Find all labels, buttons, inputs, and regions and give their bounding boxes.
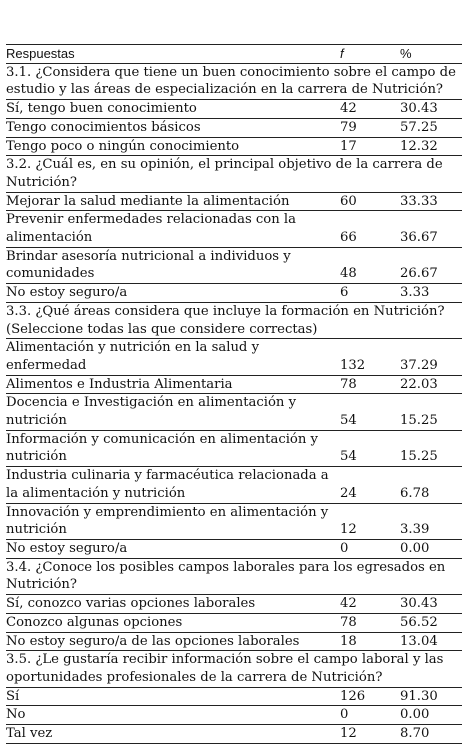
answer-label: No estoy seguro/a xyxy=(6,540,128,556)
answer-label: Industria culinaria y farmacéutica relacionada a la alimentación y nutrición xyxy=(6,468,329,501)
question-text: 3.4. ¿Conoce los posibles campos laborales para los egresados en Nutrición? xyxy=(6,559,446,593)
answer-row xyxy=(6,539,462,558)
answer-label: No estoy seguro/a xyxy=(6,285,128,301)
header-frequency: f xyxy=(340,46,344,61)
answer-percent: 26.67 xyxy=(400,266,438,282)
answer-frequency: 12 xyxy=(340,522,357,538)
answer-row xyxy=(6,467,462,503)
answer-percent: 0.00 xyxy=(400,540,430,556)
header-respuestas: Respuestas xyxy=(6,46,75,61)
answer-row xyxy=(6,430,462,466)
answer-label: Alimentos e Industria Alimentaria xyxy=(6,376,233,392)
answer-row xyxy=(6,503,462,539)
answer-label: Tengo conocimientos básicos xyxy=(6,119,201,135)
answer-label: Innovación y emprendimiento en alimentación y nutrición xyxy=(6,504,329,538)
answer-row xyxy=(6,247,462,283)
answer-percent: 91.30 xyxy=(400,688,438,704)
answer-percent: 22.03 xyxy=(400,376,438,392)
answer-frequency: 12 xyxy=(340,726,357,742)
answer-frequency: 24 xyxy=(340,485,357,501)
answer-frequency: 66 xyxy=(340,230,357,246)
answer-frequency: 17 xyxy=(340,138,357,154)
answer-frequency: 6 xyxy=(340,285,349,301)
question-row xyxy=(6,302,462,338)
answer-label: No xyxy=(6,707,26,723)
answer-row xyxy=(6,725,462,744)
answer-row xyxy=(6,192,462,211)
answer-frequency: 0 xyxy=(340,707,349,723)
answer-percent: 3.33 xyxy=(400,285,430,301)
answer-label: Docencia e Investigación en alimentación y nutrición xyxy=(6,395,297,429)
answer-row xyxy=(6,118,462,137)
answer-label: Sí, tengo buen conocimiento xyxy=(6,101,197,117)
answer-frequency: 54 xyxy=(340,449,357,465)
answer-label: Sí, conozco varias opciones laborales xyxy=(6,596,256,612)
answer-percent: 3.39 xyxy=(400,522,430,538)
answer-label: Conozco algunas opciones xyxy=(6,614,183,630)
answer-label: Información y comunicación en alimentación y nutrición xyxy=(6,431,319,465)
answer-label: Mejorar la salud mediante la alimentación xyxy=(6,193,290,209)
question-text: 3.1. ¿Considera que tiene un buen conocimiento sobre el campo de estudio y las áreas de especialización en la carrera de Nutrición? xyxy=(6,64,456,98)
answer-percent: 12.32 xyxy=(400,138,438,154)
answer-frequency: 60 xyxy=(340,193,357,209)
answer-frequency: 126 xyxy=(340,688,366,704)
answer-row xyxy=(6,137,462,156)
answer-percent: 37.29 xyxy=(400,357,438,373)
question-row xyxy=(6,156,462,192)
header-percent: % xyxy=(400,46,412,61)
answer-frequency: 78 xyxy=(340,376,357,392)
answer-percent: 30.43 xyxy=(400,101,438,117)
answer-label: Tengo poco o ningún conocimiento xyxy=(6,138,240,154)
answer-percent: 57.25 xyxy=(400,119,438,135)
answer-row xyxy=(6,687,462,706)
answer-percent: 0.00 xyxy=(400,707,430,723)
answer-row xyxy=(6,632,462,651)
answer-percent: 33.33 xyxy=(400,193,438,209)
question-text: 3.3. ¿Qué áreas considera que incluye la formación en Nutrición? (Seleccione todas las que considere correctas) xyxy=(6,303,445,337)
answer-percent: 15.25 xyxy=(400,413,438,429)
answer-row xyxy=(6,211,462,247)
answer-row xyxy=(6,339,462,375)
answer-frequency: 0 xyxy=(340,540,349,556)
survey-results-table xyxy=(6,44,462,744)
answer-row xyxy=(6,613,462,632)
question-text: 3.5. ¿Le gustaría recibir información sobre el campo laboral y las oportunidades profesionales de la carrera de Nutrición? xyxy=(6,652,444,685)
answer-percent: 15.25 xyxy=(400,449,438,465)
answer-percent: 56.52 xyxy=(400,614,438,630)
answer-row xyxy=(6,595,462,614)
answer-label: No estoy seguro/a de las opciones laborales xyxy=(6,633,300,649)
table-body xyxy=(6,45,462,744)
answer-percent: 6.78 xyxy=(400,485,430,501)
answer-label: Alimentación y nutrición en la salud y enfermedad xyxy=(6,340,260,373)
answer-percent: 36.67 xyxy=(400,230,438,246)
answer-frequency: 48 xyxy=(340,266,357,282)
answer-percent: 30.43 xyxy=(400,596,438,612)
answer-label: Brindar asesoría nutricional a individuos y comunidades xyxy=(6,248,291,282)
answer-percent: 13.04 xyxy=(400,633,438,649)
answer-frequency: 42 xyxy=(340,596,357,612)
answer-label: Prevenir enfermedades relacionadas con la alimentación xyxy=(6,212,296,246)
answer-row xyxy=(6,284,462,303)
answer-label: Sí xyxy=(6,688,20,704)
question-row xyxy=(6,651,462,687)
table-header-row xyxy=(6,45,462,64)
answer-row xyxy=(6,375,462,394)
answer-frequency: 132 xyxy=(340,357,366,373)
answer-frequency: 54 xyxy=(340,413,357,429)
answer-frequency: 18 xyxy=(340,633,357,649)
answer-label: Tal vez xyxy=(6,726,53,742)
question-text: 3.2. ¿Cuál es, en su opinión, el principal objetivo de la carrera de Nutrición? xyxy=(6,157,443,190)
answer-frequency: 78 xyxy=(340,614,357,630)
question-row xyxy=(6,558,462,594)
answer-percent: 8.70 xyxy=(400,726,430,742)
question-row xyxy=(6,63,462,99)
answer-frequency: 42 xyxy=(340,101,357,117)
answer-row xyxy=(6,706,462,725)
answer-frequency: 79 xyxy=(340,119,357,135)
answer-row xyxy=(6,394,462,430)
answer-row xyxy=(6,100,462,119)
